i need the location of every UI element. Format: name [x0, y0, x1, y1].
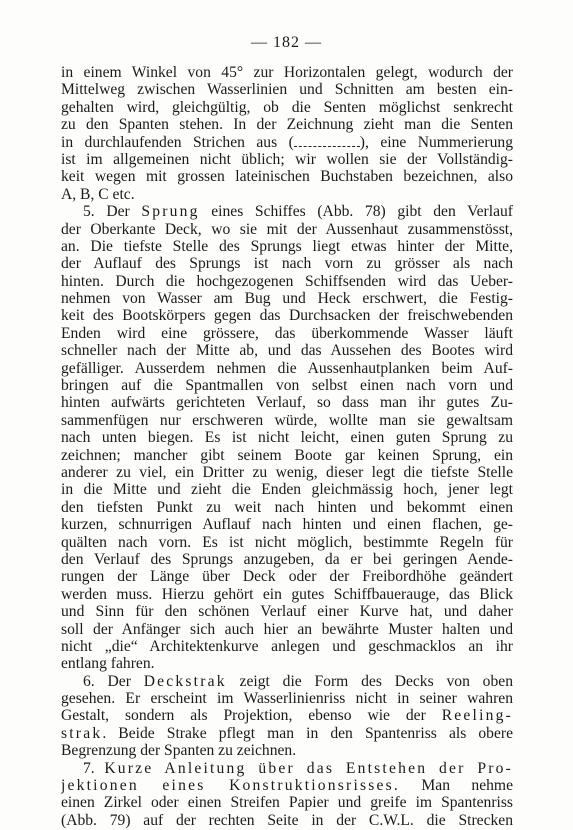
text-line: bringen auf die Spantmallen von selbst einen nach vorn und	[61, 377, 513, 395]
text-fragment: Man nehme	[400, 777, 513, 795]
text-line: gefälliger. Ausserdem nehmen die Aussenhautplanken beim Auf-	[61, 359, 513, 377]
text-fragment: 7.	[83, 759, 105, 777]
section-heading-end: jektionen eines Konstruktionsrisses.	[61, 777, 401, 795]
text-fragment: in durchlaufenden Strichen aus (	[61, 133, 294, 151]
text-line: den Verlauf des Sprungs anzugeben, da er bei geringen Aende-	[61, 550, 513, 568]
term-sprung: Sprung	[141, 203, 200, 221]
text-fragment: . Beide Strake pflegt man in den Spantenriss als obere	[102, 724, 513, 742]
text-line: sammenfügen nur erschweren würde, wollte man sie gewaltsam	[61, 411, 513, 429]
text-line	[61, 203, 513, 220]
page-number: — 182 —	[251, 34, 322, 51]
text-fragment: 5. Der	[83, 203, 142, 221]
text-line: den tiefsten Punkt zu weit nach hinten und bekommt einen	[61, 498, 513, 516]
text-line	[61, 673, 513, 690]
text-line: gehalten wird, gleichgültig, ob die Senten möglichst senkrecht	[61, 98, 513, 116]
text-line: zeichnen; mancher gibt seinem Boote gar keinen Sprung, ein	[61, 446, 513, 464]
text-line	[61, 760, 513, 777]
text-line: in die Mitte und zieht die Enden gleichmässig hoch, jener legt	[61, 481, 513, 499]
text-line: Enden wird eine grössere, das überkommende Wasser läuft	[61, 324, 513, 342]
text-line	[61, 725, 513, 742]
text-line: Mittelweg zwischen Wasserlinien und Schnitten am besten ein-	[61, 81, 513, 99]
text-fragment: zeigt die Form des Decks von oben	[226, 672, 513, 690]
text-line: einen Zirkel oder einen Streifen Papier und greife im Spantenriss	[61, 794, 513, 812]
text-line: nach unten biegen. Es ist nicht leicht, einen guten Sprung zu	[61, 429, 513, 447]
text-line: kurzen, schnurrigen Auflauf nach hinten und einen flachen, ge-	[61, 516, 513, 534]
text-line: quälten nach vorn. Es ist nicht möglich, bestimmte Regeln für	[61, 533, 513, 551]
text-line	[61, 707, 513, 724]
text-line: an. Die tiefste Stelle des Sprungs liegt etwas hinter der Mitte,	[61, 237, 513, 255]
section-heading: Kurze Anleitung über das Entstehen der Pro-	[104, 759, 513, 777]
text-line	[61, 777, 513, 794]
dashed-line-sample	[294, 137, 360, 147]
text-line: nicht „die“ Architektenkurve anlegen und geschmacklos an ihr	[61, 637, 513, 655]
text-fragment: 6. Der	[83, 672, 144, 690]
body-text	[61, 64, 513, 829]
text-line: gesehen. Er erscheint im Wasserlinienriss nicht in seiner wahren	[61, 690, 513, 708]
term-reelingstrak-end: strak	[61, 724, 103, 742]
text-fragment: ), eine Nummerierung	[359, 133, 513, 151]
text-line: hinten aufwärts gerichteten Verlauf, so dass man ihr gutes Zu-	[61, 394, 513, 412]
text-line: anderer zu viel, ein Dritter zu wenig, dieser legt die tiefste Stelle	[61, 463, 513, 481]
text-line: zu den Spanten stehen. In der Zeichnung zieht man die Senten	[61, 116, 513, 134]
text-line: rungen der Länge über Deck oder der Freibordhöhe geändert	[61, 568, 513, 586]
text-line: und Sinn für den schönen Verlauf einer Kurve hat, und daher	[61, 603, 513, 621]
text-line: der Auflauf des Sprungs ist nach vorn zu grösser als nach	[61, 255, 513, 273]
text-line: soll der Anfänger sich auch hier an bewährte Muster halten und	[61, 620, 513, 638]
text-fragment: eines Schiffes (Abb. 78) gibt den Verlauf	[199, 203, 513, 221]
text-line: A, B, C etc.	[61, 185, 135, 203]
text-line: werden muss. Hierzu gehört ein gutes Schiffbauerauge, das Blick	[61, 585, 513, 603]
text-line: keit des Bootskörpers gegen das Durchsacken der freischwebenden	[61, 307, 513, 325]
text-line: in einem Winkel von 45° zur Horizontalen gelegt, wodurch der	[61, 64, 513, 81]
text-line: hinten. Durch die hochgezogenen Schiffsenden wird das Ueber-	[61, 272, 513, 290]
text-line: entlang fahren.	[61, 655, 155, 673]
text-line	[61, 134, 513, 151]
text-line: keit wegen mit grossen lateinischen Buchstaben bezeichnen, also	[61, 168, 513, 186]
term-deckstrak: Deckstrak	[143, 672, 227, 690]
text-line: ist im allgemeinen nicht üblich; wir wollen sie der Vollständig-	[61, 150, 513, 168]
term-reelingstrak: Reeling-	[441, 707, 513, 725]
text-line: der Oberkante Deck, wo sie mit der Aussenhaut zusammenstösst,	[61, 220, 513, 238]
text-line: Begrenzung der Spanten zu zeichnen.	[61, 742, 297, 760]
text-line: (Abb. 79) auf der rechten Seite in der C.W.L. die Strecken	[61, 811, 513, 829]
text-line: nehmen von Wasser am Bug und Heck erschwert, die Festig-	[61, 290, 513, 308]
text-fragment: Gestalt, sondern als Projektion, ebenso wie der	[61, 707, 442, 725]
text-line: schneller nach der Mitte ab, und das Aussehen des Bootes wird	[61, 342, 513, 360]
